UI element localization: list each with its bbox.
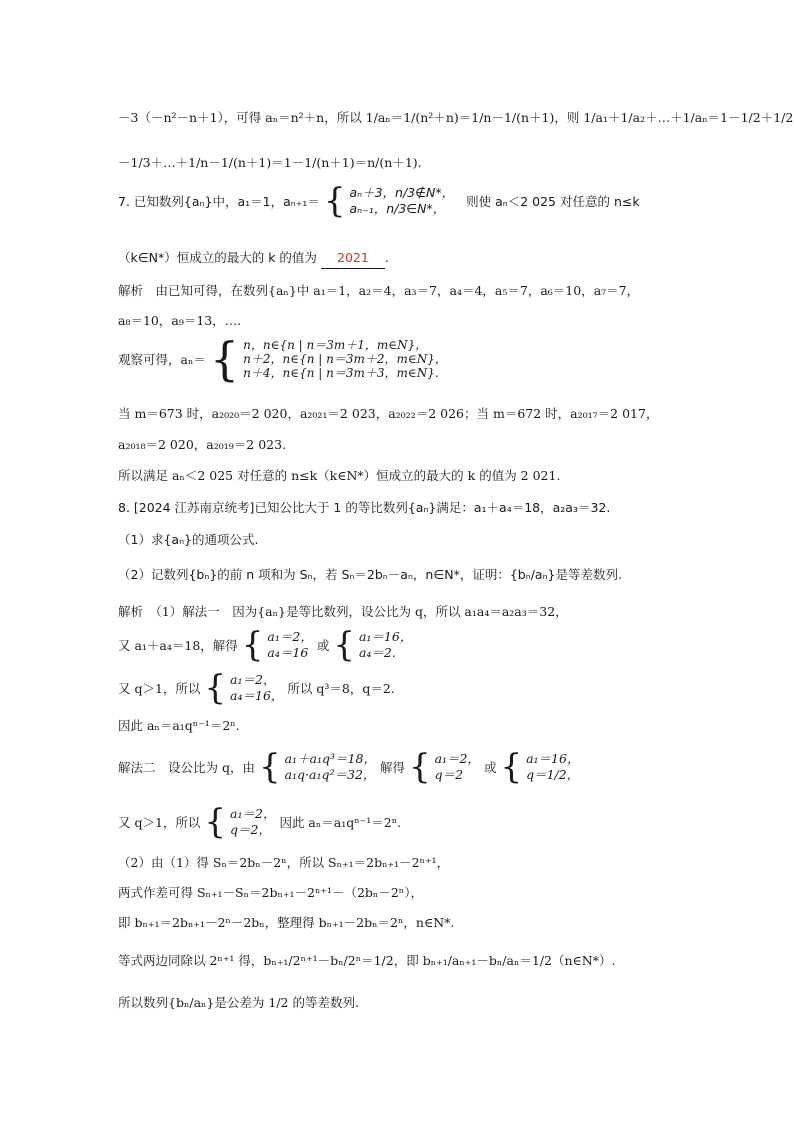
observation-intro: 观察可得，aₙ＝	[118, 352, 206, 367]
case-line: a₁＝2，	[230, 672, 276, 687]
cases-block	[349, 185, 454, 217]
solution-line: 即 bₙ₊₁＝2bₙ₊₁－2ⁿ－2bₙ，整理得 bₙ₊₁－2bₙ＝2ⁿ，n∈N*.	[118, 915, 455, 930]
solution-system	[118, 668, 395, 708]
text-line: －1/3＋…＋1/n－1/(n＋1)＝1－1/(n＋1)＝n/(n＋1).	[118, 155, 422, 170]
solution-line: 解析 由已知可得，在数列{aₙ}中 a₁＝1，a₂＝4，a₃＝7，a₄＝4，a₅＝7，a₆＝10，a₇＝7，	[118, 283, 640, 298]
case-line: q＝2，	[230, 822, 272, 837]
cases-block	[230, 806, 275, 838]
brace-symbol: {	[500, 747, 523, 787]
case-line: q＝2	[434, 767, 464, 782]
cases-block	[285, 751, 376, 783]
case-line: a₄＝16	[267, 645, 309, 660]
problem-8-part1: （1）求{aₙ}的通项公式.	[118, 532, 259, 547]
text-line: －3（－n²－n＋1），可得 aₙ＝n²＋n，所以 1/aₙ＝1/(n²＋n)＝1/n－1/(n＋1)，则 1/a₁＋1/a₂＋…＋1/aₙ＝1－1/2＋1/2	[118, 110, 794, 125]
system-intro: 又 q＞1，所以	[118, 681, 201, 696]
cases-block	[230, 672, 283, 704]
or-word: 或	[483, 760, 497, 775]
solution-system	[118, 747, 580, 787]
cases-block	[267, 629, 312, 661]
brace-symbol: {	[333, 625, 355, 665]
system-intro: 解法二 设公比为 q，由	[118, 760, 255, 775]
brace-symbol: {	[204, 668, 227, 708]
solution-line: a₈＝10，a₉＝13，….	[118, 313, 242, 328]
observation-block	[118, 332, 447, 386]
solve-word: 解得	[379, 760, 405, 775]
solution-line: 解析 （1）解法一 因为{aₙ}是等比数列，设公比为 q，所以 a₁a₄＝a₂a₃＝32，	[118, 604, 568, 619]
problem-7-condition: 则使 aₙ＜2 025 对任意的 n≤k	[466, 194, 640, 209]
cases-block	[435, 751, 480, 783]
solution-line: a₂₀₁₈＝2 020，a₂₀₁₉＝2 023.	[118, 437, 287, 452]
cases-block	[359, 629, 412, 661]
solution-line: 两式作差可得 Sₙ₊₁－Sₙ＝2bₙ₊₁－2ⁿ⁺¹－（2bₙ－2ⁿ），	[118, 885, 423, 900]
system-result: 因此 aₙ＝a₁qⁿ⁻¹＝2ⁿ.	[279, 815, 402, 830]
system-result: 所以 q³＝8，q＝2.	[287, 681, 395, 696]
solution-line: （2）由（1）得 Sₙ＝2bₙ－2ⁿ，所以 Sₙ₊₁＝2bₙ₊₁－2ⁿ⁺¹，	[118, 855, 450, 870]
solution-line: 所以满足 aₙ＜2 025 对任意的 n≤k（k∈N*）恒成立的最大的 k 的值为 2 021.	[118, 468, 561, 483]
brace-symbol: {	[323, 181, 346, 221]
solution-line: 因此 aₙ＝a₁qⁿ⁻¹＝2ⁿ.	[118, 718, 240, 733]
brace-symbol: {	[408, 747, 431, 787]
problem-7-intro: 7. 已知数列{aₙ}中，a₁＝1，aₙ₊₁＝	[118, 194, 320, 209]
case-line: n＋2，n∈{n | n＝3m＋2，m∈N}，	[243, 352, 447, 366]
cases-block	[526, 751, 579, 783]
case-line: n，n∈{n | n＝3m＋1，m∈N}，	[243, 338, 428, 352]
case-line: a₁＝2，	[434, 751, 480, 766]
problem-8-part2: （2）记数列{bₙ}的前 n 项和为 Sₙ，若 Sₙ＝2bₙ－aₙ，n∈N*，证明：{bₙ/aₙ}是等差数列.	[118, 567, 622, 582]
case-line: a₁＋a₁q³＝18，	[284, 751, 376, 766]
cases-block	[243, 338, 447, 380]
solution-system	[118, 625, 413, 665]
or-word: 或	[316, 638, 330, 653]
case-line: a₁＝16，	[358, 629, 413, 644]
brace-symbol: {	[204, 802, 227, 842]
case-line: q＝1/2，	[526, 767, 580, 782]
brace-symbol: {	[258, 747, 281, 787]
case-line: a₄＝2.	[358, 645, 396, 660]
solution-line: 等式两边同除以 2ⁿ⁺¹ 得，bₙ₊₁/2ⁿ⁺¹－bₙ/2ⁿ＝1/2，即 bₙ₊₁/aₙ₊₁－bₙ/aₙ＝1/2（n∈N*）.	[118, 953, 616, 968]
case-line: aₙ＋3，n/3∉N*，	[349, 185, 455, 200]
problem-7-question: （k∈N*）恒成立的最大的 k 的值为 2021 .	[118, 248, 684, 269]
case-line: aₙ₋₁，n/3∈N*，	[349, 201, 446, 216]
case-line: n＋4，n∈{n | n＝3m＋3，m∈N}.	[243, 366, 439, 380]
answer-blank: 2021	[321, 248, 385, 269]
solution-line: 所以数列{bₙ/aₙ}是公差为 1/2 的等差数列.	[118, 995, 359, 1010]
brace-symbol: {	[209, 332, 240, 386]
system-intro: 又 a₁＋a₄＝18，解得	[118, 638, 238, 653]
problem-8-statement: 8. [2024 江苏南京统考]已知公比大于 1 的等比数列{aₙ}满足：a₁＋a₄＝18，a₂a₃＝32.	[118, 500, 611, 515]
case-line: a₁＝16，	[526, 751, 580, 766]
case-line: a₄＝16，	[230, 688, 284, 703]
system-intro: 又 q＞1，所以	[118, 815, 201, 830]
question-text: （k∈N*）恒成立的最大的 k 的值为	[118, 250, 317, 265]
problem-7-statement	[118, 181, 640, 221]
case-line: a₁q·a₁q²＝32，	[284, 767, 376, 782]
solution-line: 当 m＝673 时，a₂₀₂₀＝2 020，a₂₀₂₁＝2 023，a₂₀₂₂＝2 026；当 m＝672 时，a₂₀₁₇＝2 017，	[118, 406, 659, 421]
case-line: a₁＝2，	[230, 806, 276, 821]
solution-system	[118, 802, 402, 842]
brace-symbol: {	[241, 625, 264, 665]
case-line: a₁＝2，	[267, 629, 313, 644]
